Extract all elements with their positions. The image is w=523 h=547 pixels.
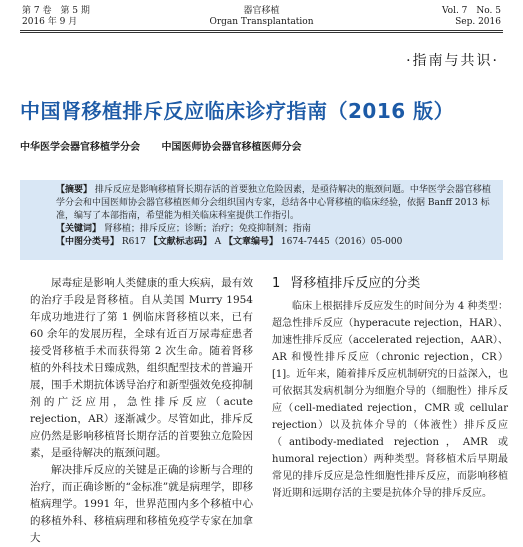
abstract: [56, 184, 495, 223]
keywords-text: 肾移植；排斥反应；诊断；治疗；免疫抑制剂；指南: [103, 224, 311, 234]
left-paragraph-1: 尿毒症是影响人类健康的重大疾病，最有效的治疗手段是肾移植。自从美国 Murry 1954 年成功地进行了第 1 例临床肾移植以来，已有 60 余年的发展历程，全球有近百万尿毒症患者接受肾移植手术而获得第 2 次生命。随着肾移植的外科技术日臻成熟，组织配型技术的普遍开展，围手术期抗体诱导治疗和新型强效免疫抑制剂的广泛应用，急性排斥反应（acute rejection，AR）逐渐减少。尽管如此，排斥反应仍然是影响移植肾长期存活的首要独立危险因素，是亟待解决的瓶颈问题。: [30, 277, 253, 459]
date-en: Sep. 2016: [455, 17, 501, 27]
section-title: 肾移植排斥反应的分类: [290, 276, 421, 291]
clc-value: R617: [121, 237, 146, 247]
header-rule: [20, 30, 503, 31]
section-number: 1: [272, 276, 281, 291]
author-2: 中国医师协会器官移植医师分会: [161, 142, 302, 153]
section-tag: ·指南与共识·: [406, 53, 499, 69]
left-column: [30, 275, 253, 547]
authors: [20, 138, 319, 153]
keywords: [56, 223, 495, 236]
right-column: [272, 275, 508, 502]
article-number-label: 【文章编号】: [224, 237, 279, 247]
date-cn: 2016 年 9 月: [22, 17, 78, 27]
clc-label: 【中图分类号】: [56, 237, 120, 247]
left-paragraph-2: 解决排斥反应的关键是正确的诊断与合理的治疗，而正确诊断的“金标准”就是病理学，即移植病理学。1991 年，世界范围内多个移植中心的移植外科、移植病理和移植免疫学专家在加拿大: [30, 464, 253, 544]
author-1: 中华医学会器官移植学分会: [20, 142, 140, 153]
doc-code-value: A: [214, 237, 222, 247]
volume-cn: 第 7 卷 第 5 期: [22, 6, 90, 16]
header-right: [442, 6, 501, 28]
abstract-label: 【摘要】: [56, 185, 93, 195]
article-title: 中国肾移植排斥反应临床诊疗指南（2016 版）: [20, 99, 455, 123]
abstract-box: [20, 180, 503, 260]
keywords-label: 【关键词】: [56, 224, 102, 234]
header-rule-2: [20, 32, 503, 33]
article-number-value: 1674-7445（2016）05-000: [280, 237, 403, 247]
classification-line: [56, 236, 495, 249]
volume-en: Vol. 7 No. 5: [441, 6, 501, 16]
doc-code-label: 【文献标志码】: [148, 237, 212, 247]
section-heading: [272, 275, 508, 292]
right-paragraph-1: 临床上根据排斥反应发生的时间分为 4 种类型：超急性排斥反应（hyperacute rejection，HAR）、加速性排斥反应（accelerated rejection，AAR）、AR 和慢性排斥反应（chronic rejection，CR）[1]。近年来，随着排斥反应机制研究的日益深入，也可依据其发病机制分为细胞介导的（细胞性）排斥反应（cell-mediated rejection，CMR 或 cellular rejection）以及抗体介导的（体液性）排斥反应（antibody-mediated rejection，AMR 或 humoral rejection）两种类型。肾移植术后早期最常见的排斥反应是急性细胞性排斥反应，而影响移植肾近期和远期存活的主要是抗体介导的排斥反应。: [272, 301, 508, 499]
abstract-text: 排斥反应是影响移植肾长期存活的首要独立危险因素，是亟待解决的瓶颈问题。中华医学会器官移植学分会和中国医师协会器官移植医师分会组织国内专家，总结各中心肾移植的临床经验，依据 Banff 2013 标准，编写了本部指南，希望能为相关临床科室提供工作指引。: [56, 185, 491, 221]
journal-name-cn: 器官移植: [243, 6, 280, 16]
journal-name-en: Organ Transplantation: [209, 17, 314, 27]
